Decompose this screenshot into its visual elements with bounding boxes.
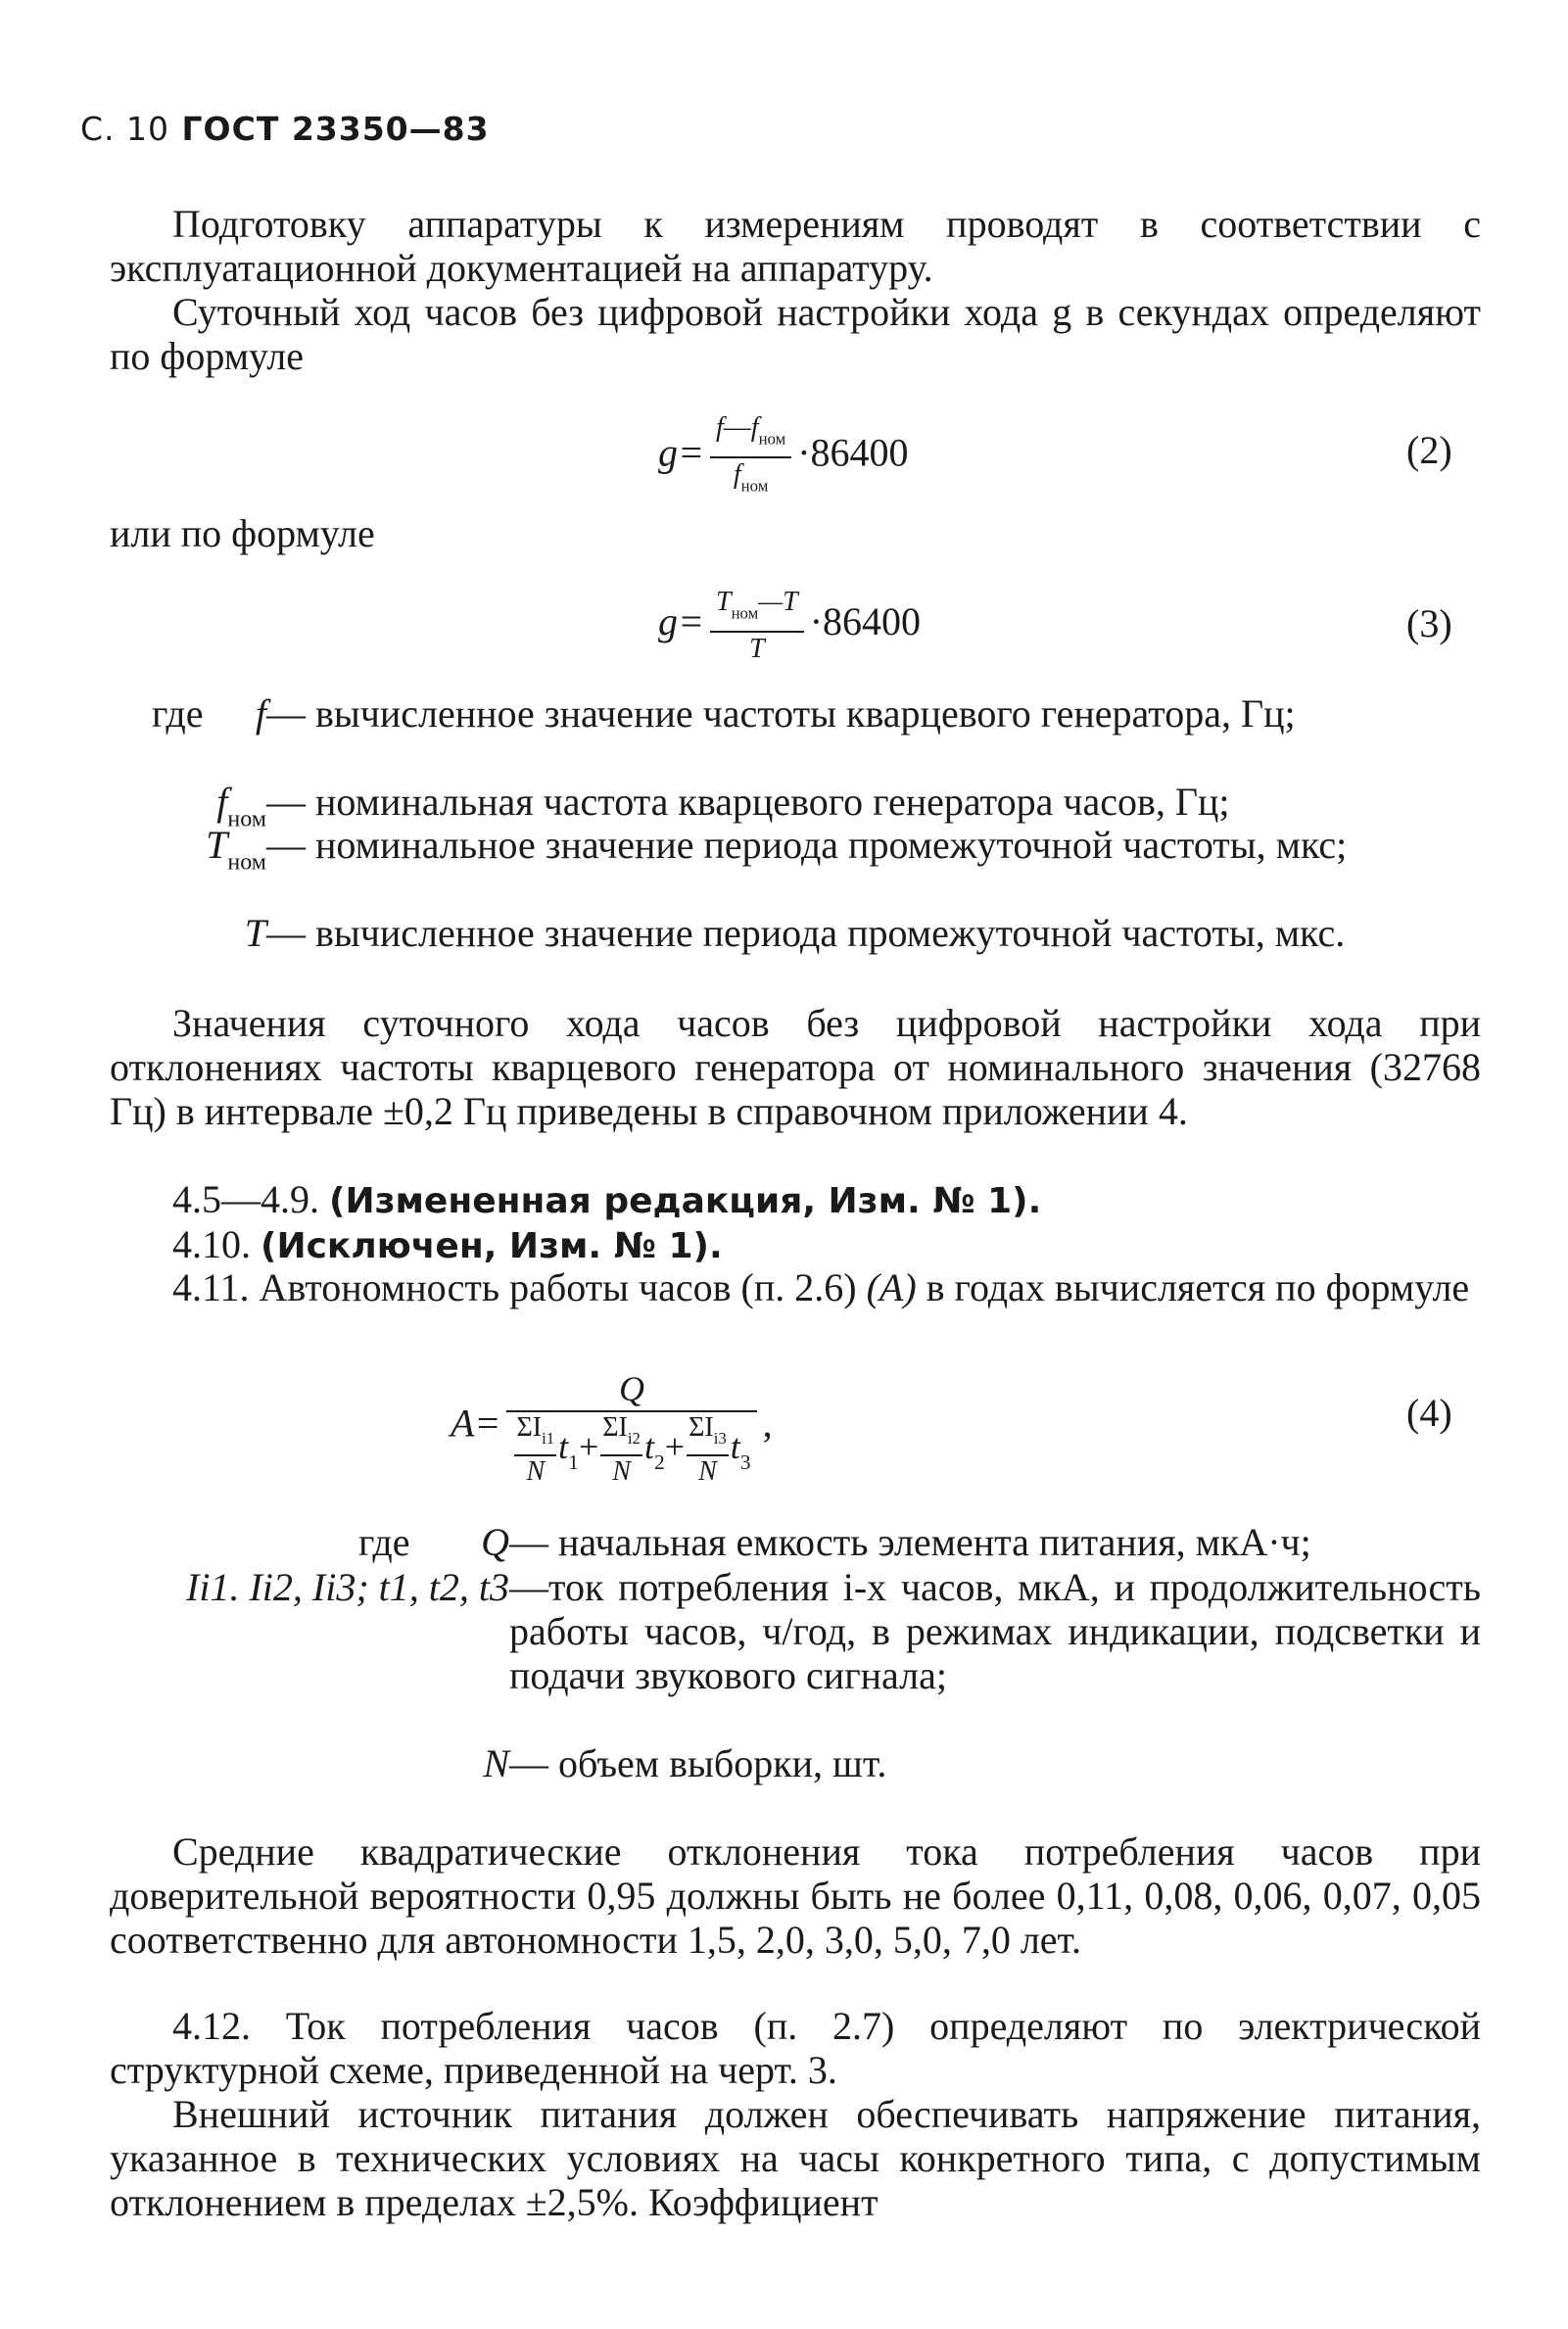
legend-2-where: где	[358, 1520, 410, 1564]
equation-number-3: (3)	[1406, 601, 1452, 645]
formula-3-multiplier: ·86400	[809, 598, 922, 643]
clause-4-5-4-9: 4.5—4.9. (Измененная редакция, Изм. № 1).	[172, 1177, 1042, 1221]
formula-2-multiplier: ·86400	[797, 430, 909, 475]
clause-4-10: 4.10. (Исключен, Изм. № 1).	[172, 1222, 723, 1266]
paragraph-4-12: 4.12. Ток потребления часов (п. 2.7) определяют по электрической структурной схеме, приведенной на черт. 3.	[110, 2004, 1481, 2092]
standard-id: ГОСТ 23350—83	[181, 110, 490, 148]
equation-number-2: (2)	[1406, 428, 1452, 472]
formula-3-fraction: $\frac{T_{ном}—T}{T}$	[710, 586, 804, 666]
formula-2-lhs: g=	[658, 430, 704, 475]
formula-2-fraction: $\frac{f—f_{ном}}{f_{ном}}$	[710, 411, 791, 502]
formula-2	[658, 411, 909, 502]
formula-4	[451, 1367, 773, 1488]
legend-1-where: где	[152, 691, 204, 736]
paragraph-daily-values: Значения суточного хода часов без цифровой настройки хода при отклонениях частоты кварцевого генератора от номинального значения (32768 Гц) в интервале ±0,2 Гц приведены в справочном приложении 4.	[110, 1001, 1481, 1133]
paragraph-std-deviation: Средние квадратические отклонения тока потребления часов при доверительной вероятности 0,95 должны быть не более 0,11, 0,08, 0,06, 0,07, 0,05 соответственно для автономности 1,5, 2,0, 3,0, 5,0, 7,0 лет.	[110, 1830, 1481, 1962]
paragraph-preparation: Подготовку аппаратуры к измерениям проводят в соответствии с эксплуатационной документацией на аппаратуру.	[110, 202, 1481, 290]
formula-4-lhs: A=	[451, 1401, 501, 1446]
paragraph-power-source: Внешний источник питания должен обеспечивать напряжение питания, указанное в технических условиях на часы конкретного типа, с допустимым отклонением в пределах ±2,5%. Коэффициент	[110, 2092, 1481, 2224]
document-page: С. 10 ГОСТ 23350—83 Подготовку аппаратуры к измерениям проводят в соответствии с эксплуатационной документацией на аппаратуру. Суточный ход часов без цифровой настройки хода g в секундах определяют по формуле g= $\frac{f—f_{ном}}{f_{ном}}$ ·86400 (2) или по формуле g= $\frac{T_{ном}—T}{T}$ ·86400 (3) где f — вычисленное значение частоты кварцевого генератора, Гц; $f_{ном}$ — номинальная частота кварцевого генератора часов, Гц; $T_{ном}$ — номинальное значение периода промежуточной частоты, мкс; T — вычисленное значение периода промежуточной частоты, мкс. Значения суточного хода часов без цифровой настройки хода при отклонениях частоты кварцевого генератора от номинального значения (32768 Гц) в интервале ±0,2 Гц приведены в справочном приложении 4. 4.5—4.9. (Измененная редакция, Изм. № 1). 4.10. (Исключен, Изм. № 1). 4.11. Автономность работы часов (п. 2.6) (A) в годах вычисляется по формуле A= Q $\frac{\Sigma I_{i1}}{N}$ $t_1+$ $\frac{\Sigma I_{i2}}{N}$ $t_2+$ $\frac{\Sigma I_{i3}}{N}$ $t_3$ , (4) где Q — начальная емкость элемента питания, мкА·ч; Ii1. Ii2, Ii3; t1, t2, t3 —ток потребления i-х часов, мкА, и продолжительность работы часов, ч/год, в режимах индикации, подсветки и подачи звукового сигнала; N — объем выборки, шт. Средние квадратические отклонения тока потребления часов при доверительной вероятности 0,95 должны быть не более 0,11, 0,08, 0,06, 0,07, 0,05 соответственно для автономности 1,5, 2,0, 3,0, 5,0, 7,0 лет. 4.12. Ток потребления часов (п. 2.7) определяют по электрической структурной схеме, приведенной на черт. 3. Внешний источник питания должен обеспечивать напряжение питания, указанное в технических условиях на часы конкретного типа, с допустимым отклонением в пределах ±2,5%. Коэффициент	[80, 110, 1481, 2224]
equation-number-4: (4)	[1406, 1391, 1452, 1435]
formula-3-lhs: g=	[658, 598, 704, 643]
or-by-formula: или по формуле	[110, 511, 375, 555]
paragraph-daily-rate: Суточный ход часов без цифровой настройки хода g в секундах определяют по формуле	[110, 290, 1481, 378]
page-number: С. 10	[80, 110, 170, 148]
page-header	[80, 110, 490, 148]
paragraph-autonomy: 4.11. Автономность работы часов (п. 2.6) (A) в годах вычисляется по формуле	[172, 1265, 1470, 1309]
formula-3	[658, 586, 921, 666]
formula-4-fraction: Q $\frac{\Sigma I_{i1}}{N}$ $t_1+$ $\frac{\Sigma I_{i2}}{N}$ $t_2+$ $\frac{\Sigma I_{i3}}{N}$ $t_3$	[506, 1367, 756, 1488]
formula-4-comma: ,	[762, 1401, 773, 1446]
